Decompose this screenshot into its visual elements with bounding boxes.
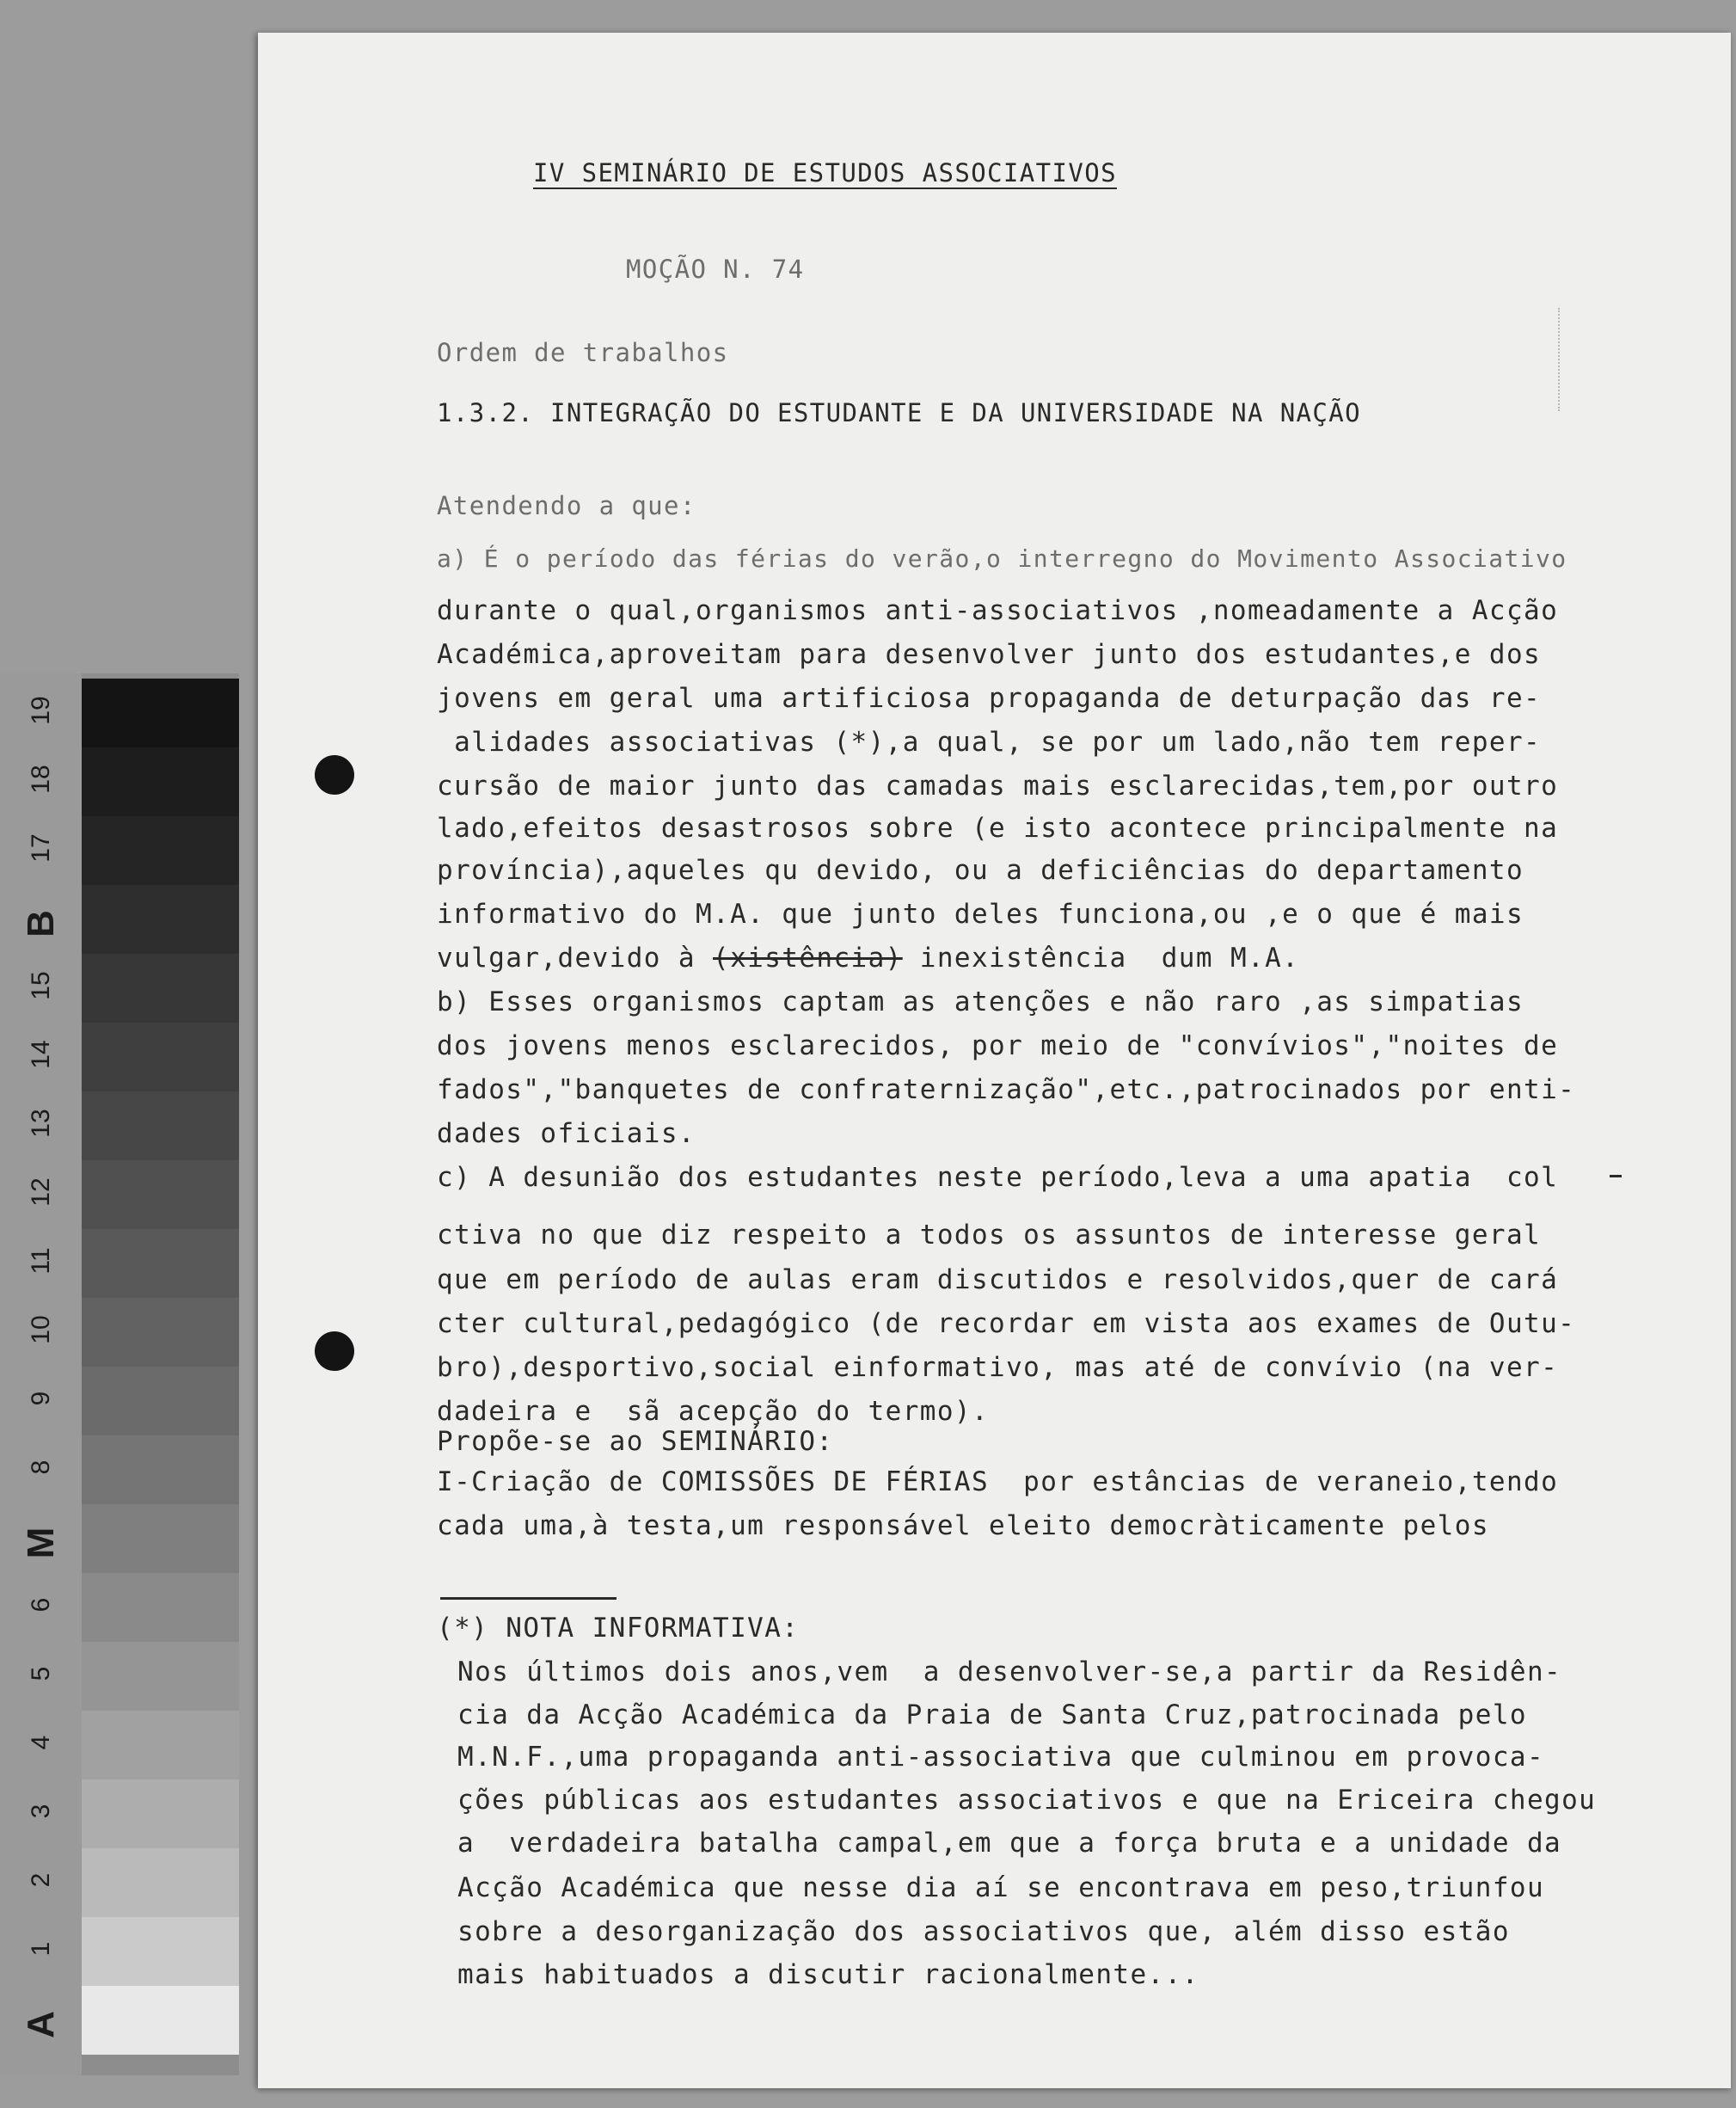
footnote-heading: (*) NOTA INFORMATIVA: bbox=[437, 1613, 800, 1644]
gray-swatch bbox=[82, 1023, 239, 1091]
body-line: jovens em geral uma artificiosa propaganda de deturpação das re- bbox=[437, 683, 1542, 714]
body-line: que em período de aulas eram discutidos e resolvidos,quer de cará bbox=[437, 1264, 1559, 1295]
footnote-line: a verdadeira batalha campal,em que a força bruta e a unidade da bbox=[457, 1828, 1562, 1859]
ruler-label: A bbox=[20, 2011, 62, 2038]
agenda-item: 1.3.2. INTEGRAÇÃO DO ESTUDANTE E DA UNIVERSIDADE NA NAÇÃO bbox=[437, 398, 1361, 427]
ruler-label: 4 bbox=[27, 1735, 55, 1750]
ruler-label: 13 bbox=[27, 1109, 55, 1138]
gray-swatch bbox=[82, 1229, 239, 1298]
gray-swatch bbox=[82, 747, 239, 816]
body-line: dos jovens menos esclarecidos, por meio de "convívios","noites de bbox=[437, 1030, 1559, 1061]
gray-swatch bbox=[82, 885, 239, 954]
body-line: cada uma,à testa,um responsável eleito democràticamente pelos bbox=[437, 1510, 1489, 1541]
ruler-label: 17 bbox=[27, 833, 55, 863]
body-line: c) A desunião dos estudantes neste período,leva a uma apatia col bbox=[437, 1162, 1559, 1193]
struck-line-before: vulgar,devido à bbox=[437, 943, 714, 974]
footnote-line: M.N.F.,uma propaganda anti-associativa que culminou em provoca- bbox=[457, 1742, 1545, 1773]
ruler-label: 1 bbox=[27, 1941, 55, 1957]
body-line: bro),desportivo,social einformativo, mas até de convívio (na ver- bbox=[437, 1352, 1559, 1383]
struck-word: (xistência) bbox=[713, 943, 903, 974]
gray-swatch bbox=[82, 1848, 239, 1917]
document-page bbox=[258, 33, 1731, 2088]
body-line: b) Esses organismos captam as atenções e não raro ,as simpatias bbox=[437, 986, 1524, 1017]
body-line-struck bbox=[437, 941, 1299, 975]
body-line: cter cultural,pedagógico (de recordar em vista aos exames de Outu- bbox=[437, 1308, 1576, 1339]
footnote-line: sobre a desorganização dos associativos que, além disso estão bbox=[457, 1916, 1510, 1947]
gray-swatch bbox=[82, 1504, 239, 1573]
footnote-line: Nos últimos dois anos,vem a desenvolver-se,a partir da Residên- bbox=[457, 1656, 1562, 1687]
body-line: Académica,aproveitam para desenvolver junto dos estudantes,e dos bbox=[437, 639, 1542, 670]
gray-swatch bbox=[82, 1367, 239, 1435]
footnote-line: Acção Académica que nesse dia aí se encontrava em peso,triunfou bbox=[457, 1872, 1545, 1903]
body-line: informativo do M.A. que junto deles funciona,ou ,e o que é mais bbox=[437, 899, 1524, 930]
hyphen-mark bbox=[1610, 1175, 1622, 1177]
ruler-label: 10 bbox=[27, 1315, 55, 1344]
body-line: alidades associativas (*),a qual, se por um lado,não tem reper- bbox=[437, 727, 1542, 758]
gray-swatch bbox=[82, 816, 239, 885]
body-line: província),aqueles qu devido, ou a deficiências do departamento bbox=[437, 855, 1524, 886]
ruler-label: 2 bbox=[27, 1872, 55, 1888]
gray-swatch bbox=[82, 954, 239, 1023]
fold-mark bbox=[1558, 308, 1560, 411]
gray-swatch bbox=[82, 1986, 239, 2055]
ruler-label: 6 bbox=[27, 1597, 55, 1613]
footnote-separator bbox=[440, 1597, 616, 1600]
gray-swatch bbox=[82, 1917, 239, 1986]
gray-swatch bbox=[82, 1435, 239, 1504]
ruler-label: 15 bbox=[27, 971, 55, 1000]
ruler-label: 8 bbox=[27, 1460, 55, 1475]
gray-swatch bbox=[82, 1711, 239, 1779]
footnote-line: ções públicas aos estudantes associativos e que na Ericeira chegou bbox=[457, 1785, 1597, 1816]
footnote-line: mais habituados a discutir racionalmente... bbox=[457, 1959, 1199, 1990]
gray-swatch bbox=[82, 1298, 239, 1367]
body-line: durante o qual,organismos anti-associativos ,nomeadamente a Acção bbox=[437, 595, 1559, 626]
ruler-label: 11 bbox=[27, 1247, 55, 1275]
body-line: cursão de maior junto das camadas mais esclarecidas,tem,por outro bbox=[437, 771, 1559, 802]
document-title: IV SEMINÁRIO DE ESTUDOS ASSOCIATIVOS bbox=[533, 158, 1117, 187]
struck-line-after: inexistência dum M.A. bbox=[902, 943, 1300, 974]
ruler-label: B bbox=[20, 910, 62, 937]
body-line: a) É o período das férias do verão,o interregno do Movimento Associativo bbox=[437, 544, 1567, 573]
body-line: dades oficiais. bbox=[437, 1118, 696, 1149]
body-line: I-Criação de COMISSÕES DE FÉRIAS por estâncias de veraneio,tendo bbox=[437, 1466, 1559, 1497]
body-line: ctiva no que diz respeito a todos os assuntos de interesse geral bbox=[437, 1220, 1542, 1251]
body-line: lado,efeitos desastrosos sobre (e isto acontece principalmente na bbox=[437, 813, 1559, 844]
ruler-strip bbox=[0, 673, 82, 2075]
gray-swatch bbox=[82, 1160, 239, 1229]
ruler-label: 5 bbox=[27, 1666, 55, 1681]
preamble: Atendendo a que: bbox=[437, 491, 696, 520]
gray-swatches bbox=[82, 679, 239, 2055]
gray-swatch bbox=[82, 1573, 239, 1642]
ruler-label: 12 bbox=[27, 1177, 55, 1207]
ruler-label: 9 bbox=[27, 1391, 55, 1406]
gray-swatch bbox=[82, 1779, 239, 1848]
motion-number: MOÇÃO N. 74 bbox=[626, 255, 805, 284]
footnote-line: cia da Acção Académica da Praia de Santa Cruz,patrocinada pelo bbox=[457, 1699, 1527, 1730]
gray-swatch bbox=[82, 1091, 239, 1160]
ruler-label: 19 bbox=[27, 696, 55, 725]
body-line: dadeira e sã acepção do termo). bbox=[437, 1396, 990, 1427]
body-line: fados","banquetes de confraternização",etc.,patrocinados por enti- bbox=[437, 1074, 1576, 1105]
ruler-label: 3 bbox=[27, 1804, 55, 1819]
ruler-label: M bbox=[20, 1527, 62, 1559]
punch-hole-top bbox=[315, 755, 354, 795]
gray-swatch bbox=[82, 1642, 239, 1711]
punch-hole-bottom bbox=[315, 1331, 354, 1371]
agenda-label: Ordem de trabalhos bbox=[437, 338, 729, 367]
ruler-label: 14 bbox=[27, 1040, 55, 1069]
color-checker bbox=[0, 673, 239, 2075]
body-line: Propõe-se ao SEMINÁRIO: bbox=[437, 1426, 834, 1457]
ruler-label: 18 bbox=[27, 765, 55, 794]
gray-swatch bbox=[82, 679, 239, 747]
